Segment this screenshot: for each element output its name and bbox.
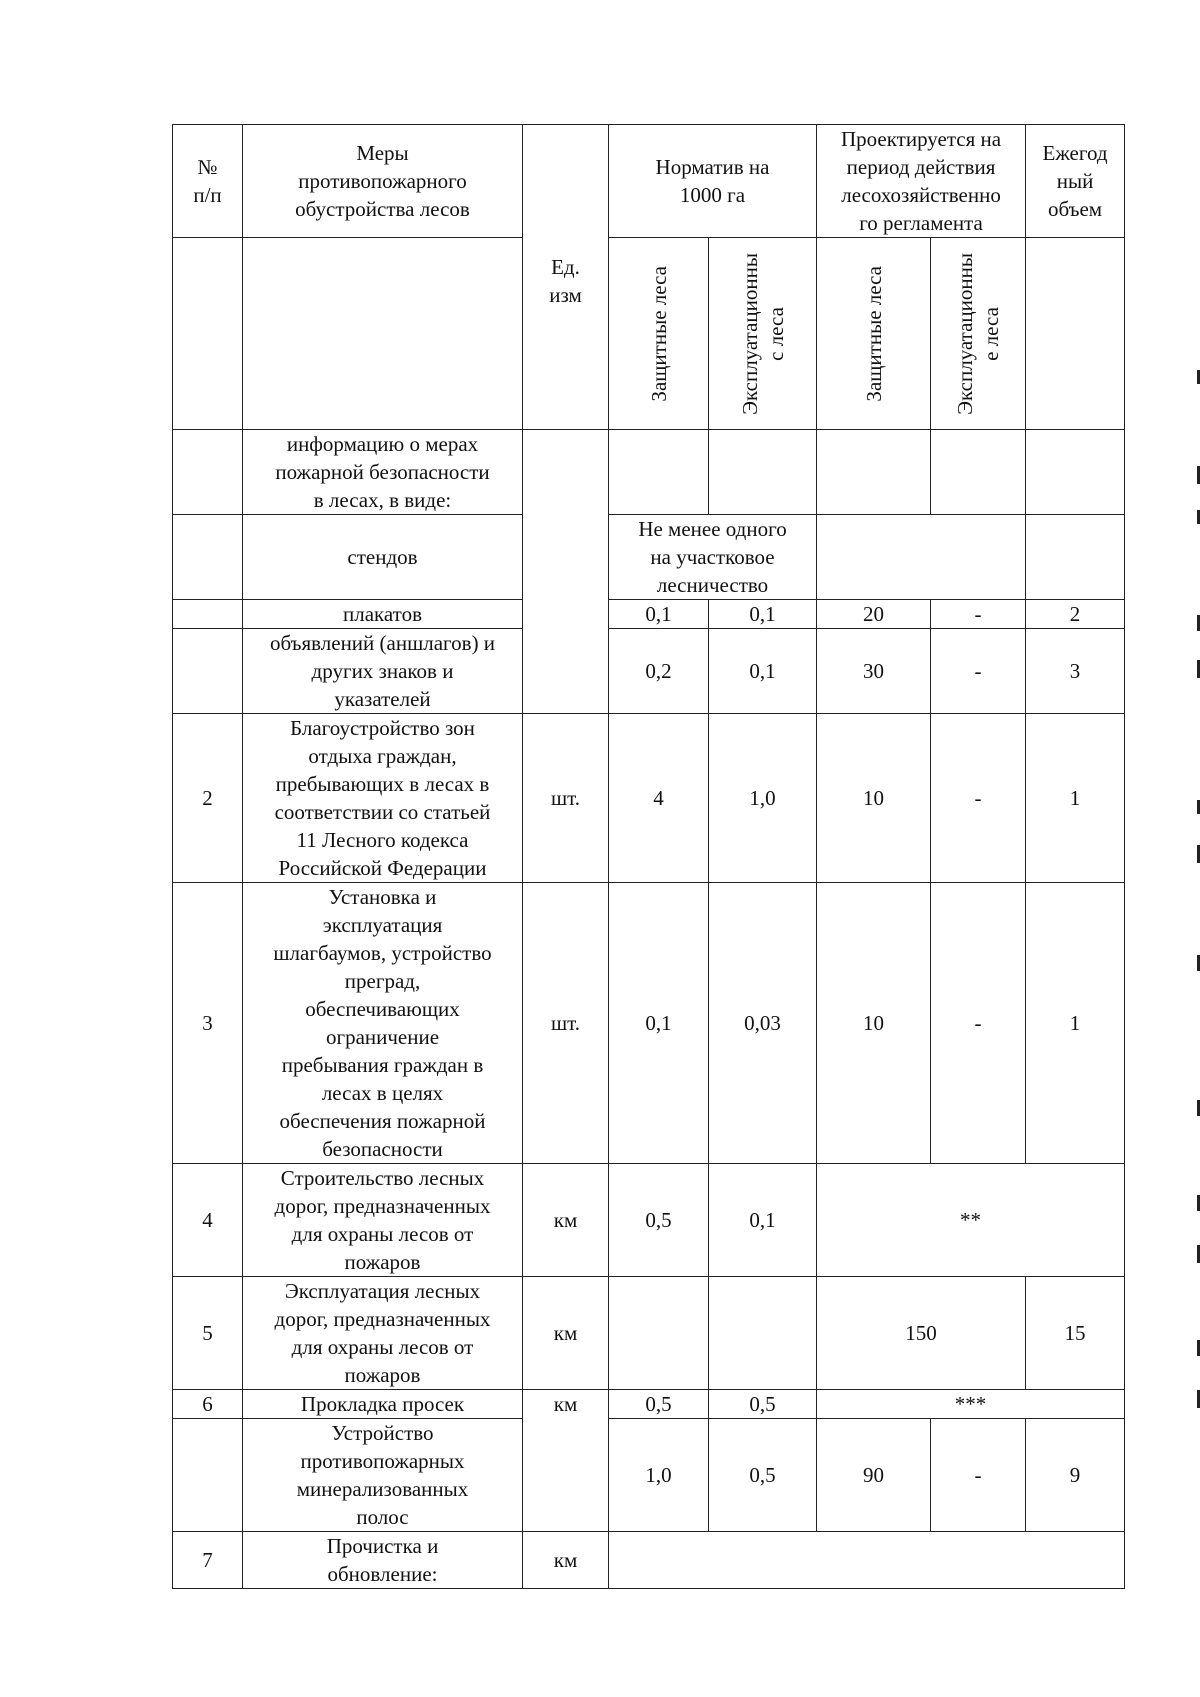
header-sub-operational-1: Эксплуатационны с леса: [709, 238, 817, 430]
table-row-num: 5: [173, 1277, 243, 1390]
table-row-unit: шт.: [523, 883, 609, 1164]
table-cell-v4: -: [931, 600, 1026, 629]
table-row-text: информацию о мерах пожарной безопасности в лесах, в виде:: [243, 430, 523, 515]
header-sub-operational-2: Эксплуатационны е леса: [931, 238, 1026, 430]
table-row-merged: **: [817, 1164, 1125, 1277]
table-cell-v2: 1,0: [709, 714, 817, 883]
table-cell-v3: 90: [817, 1419, 931, 1532]
table-row-text: Строительство лесных дорог, предназначенных для охраны лесов от пожаров: [243, 1164, 523, 1277]
header-measures: Меры противопожарного обустройства лесов: [243, 125, 523, 238]
table-cell-v5: 1: [1026, 714, 1125, 883]
table-row-num: [173, 629, 243, 714]
header-measures-blank: [243, 238, 523, 430]
table-cell-v5: 1: [1026, 883, 1125, 1164]
table-row-merged: ***: [817, 1390, 1125, 1419]
table-row-num: [173, 1419, 243, 1532]
table-cell-v1: 0,5: [609, 1164, 709, 1277]
table-row-text: плакатов: [243, 600, 523, 629]
table-cell-v4: -: [931, 883, 1026, 1164]
table-cell-v4: -: [931, 1419, 1026, 1532]
table-row-unit: км: [523, 1532, 609, 1589]
table-cell-v2: 0,5: [709, 1390, 817, 1419]
table-cell-v2: 0,5: [709, 1419, 817, 1532]
table-row-text: объявлений (аншлагов) и других знаков и указателей: [243, 629, 523, 714]
table-cell-v2: 0,1: [709, 1164, 817, 1277]
table-cell-v3: 30: [817, 629, 931, 714]
header-sub-protective-1: Защитные леса: [609, 238, 709, 430]
table-row-merged: Не менее одного на участковое лесничество: [609, 515, 817, 600]
table-cell-v5: 9: [1026, 1419, 1125, 1532]
table-row-num: [173, 430, 243, 515]
header-norm: Норматив на 1000 га: [609, 125, 817, 238]
table-cell-v3: 20: [817, 600, 931, 629]
table-row-num: 7: [173, 1532, 243, 1589]
table-row-text: Благоустройство зон отдыха граждан, пребывающих в лесах в соответствии со статьей 11 Лесного кодекса Российской Федерации: [243, 714, 523, 883]
header-num-blank: [173, 238, 243, 430]
table-cell-v1: 0,5: [609, 1390, 709, 1419]
table-row-text: стендов: [243, 515, 523, 600]
header-sub-protective-2: Защитные леса: [817, 238, 931, 430]
table-cell-v5: 3: [1026, 629, 1125, 714]
table-row-num: [173, 600, 243, 629]
table-cell-v1: 0,1: [609, 883, 709, 1164]
table-cell-v4: -: [931, 714, 1026, 883]
table-row-unit: [523, 430, 609, 714]
table-row-num: 2: [173, 714, 243, 883]
header-annual: Ежегод ный объем: [1026, 125, 1125, 238]
table-row-unit: км: [523, 1164, 609, 1277]
table-row-num: [173, 515, 243, 600]
fire-safety-measures-table: [172, 124, 1125, 1589]
table-cell-v2: 0,03: [709, 883, 817, 1164]
table-cell-v2: 0,1: [709, 629, 817, 714]
table-row-text: Прочистка и обновление:: [243, 1532, 523, 1589]
table-cell-v1: 0,2: [609, 629, 709, 714]
table-row-unit: км: [523, 1277, 609, 1390]
table-row-text: Устройство противопожарных минерализованных полос: [243, 1419, 523, 1532]
table-row-unit: шт.: [523, 714, 609, 883]
table-cell-v1: 4: [609, 714, 709, 883]
table-row-text: Прокладка просек: [243, 1390, 523, 1419]
header-unit: Ед. изм: [523, 125, 609, 430]
table-cell-v3: 10: [817, 883, 931, 1164]
table-row-num: 6: [173, 1390, 243, 1419]
table-row-merged: 150: [817, 1277, 1026, 1390]
table-row-text: Эксплуатация лесных дорог, предназначенных для охраны лесов от пожаров: [243, 1277, 523, 1390]
table-row-num: 4: [173, 1164, 243, 1277]
table-cell-v3: 10: [817, 714, 931, 883]
table-row-num: 3: [173, 883, 243, 1164]
table-row-text: Установка и эксплуатация шлагбаумов, устройство преград, обеспечивающих ограничение пребывания граждан в лесах в целях обеспечения пожарной безопасности: [243, 883, 523, 1164]
table-cell-v1: 1,0: [609, 1419, 709, 1532]
table-cell-v2: 0,1: [709, 600, 817, 629]
table-cell-v4: -: [931, 629, 1026, 714]
table-cell-v5: 2: [1026, 600, 1125, 629]
header-projected: Проектируется на период действия лесохозяйственно го регламента: [817, 125, 1026, 238]
table-cell-v1: 0,1: [609, 600, 709, 629]
table-row-unit: км: [523, 1390, 609, 1532]
table-cell-v5: 15: [1026, 1277, 1125, 1390]
header-num: № п/п: [173, 125, 243, 238]
header-annual-blank: [1026, 238, 1125, 430]
